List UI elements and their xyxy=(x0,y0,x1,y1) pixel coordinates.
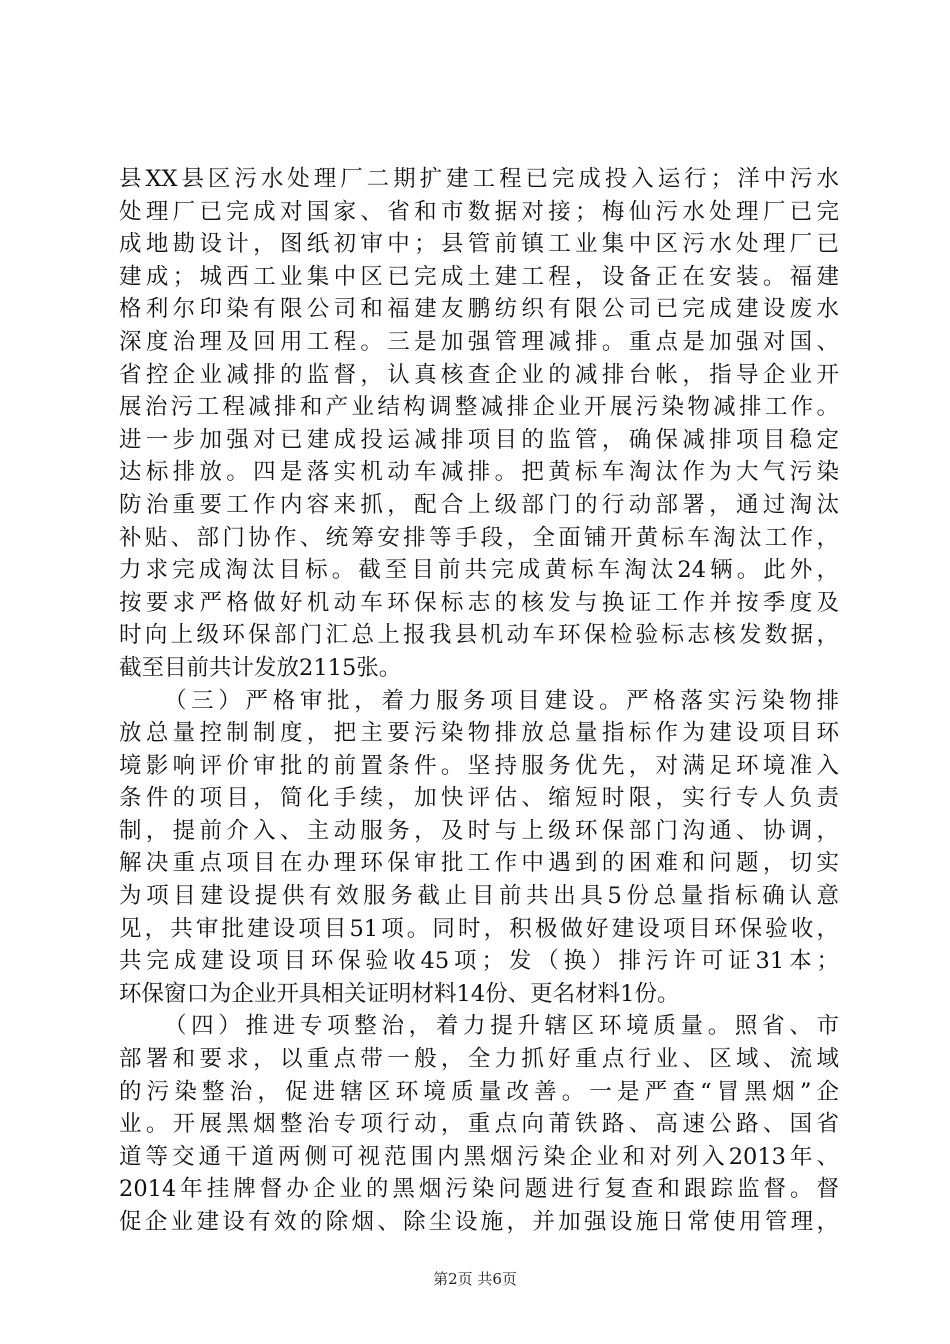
text-line: 进一步加强对已建成投运减排项目的监管，确保减排项目稳定 xyxy=(119,426,839,453)
text-line: 成地勘设计，图纸初审中；县管前镇工业集中区污水处理厂已 xyxy=(119,231,839,258)
text-line: 按要求严格做好机动车环保标志的核发与换证工作并按季度及 xyxy=(119,589,839,616)
text-line: 促企业建设有效的除烟、除尘设施，并加强设施日常使用管理， xyxy=(119,1209,839,1235)
text-line: 展治污工程减排和产业结构调整减排企业开展污染物减排工作。 xyxy=(119,394,839,421)
text-line: 为项目建设提供有效服务截止目前共出具5份总量指标确认意 xyxy=(119,883,839,910)
text-line: 补贴、部门协作、统筹安排等手段，全面铺开黄标车淘汰工作， xyxy=(119,524,839,551)
text-line: 县XX县区污水处理厂二期扩建工程已完成投入运行；洋中污水 xyxy=(119,166,839,192)
text-line: 业。开展黑烟整治专项行动，重点向莆铁路、高速公路、国省 xyxy=(119,1111,839,1138)
text-line: 防治重要工作内容来抓，配合上级部门的行动部署，通过淘汰 xyxy=(119,491,839,518)
text-line: 的污染整治，促进辖区环境质量改善。一是严查“冒黑烟”企 xyxy=(119,1078,839,1105)
text-line: 见，共审批建设项目51项。同时，积极做好建设项目环保验收， xyxy=(119,915,839,942)
text-line: 力求完成淘汰目标。截至目前共完成黄标车淘汰24辆。此外， xyxy=(119,557,839,584)
text-line: 2014年挂牌督办企业的黑烟污染问题进行复查和跟踪监督。督 xyxy=(119,1176,839,1203)
text-line: 达标排放。四是落实机动车减排。把黄标车淘汰作为大气污染 xyxy=(119,459,839,486)
text-line: 省控企业减排的监督，认真核查企业的减排台帐，指导企业开 xyxy=(119,361,839,388)
text-line: 共完成建设项目环保验收45项；发（换）排污许可证31本； xyxy=(119,948,839,975)
text-line: （四）推进专项整治，着力提升辖区环境质量。照省、市 xyxy=(164,1013,839,1040)
text-line: 处理厂已完成对国家、省和市数据对接；梅仙污水处理厂已完 xyxy=(119,198,839,225)
text-line: 道等交通干道两侧可视范围内黑烟污染企业和对列入2013年、 xyxy=(119,1143,839,1170)
text-line: 截至目前共计发放2115张。 xyxy=(119,654,402,681)
text-line: 解决重点项目在办理环保审批工作中遇到的困难和问题，切实 xyxy=(119,850,839,877)
text-line: 境影响评价审批的前置条件。坚持服务优先，对满足环境准入 xyxy=(119,752,839,779)
body-text xyxy=(119,163,839,1239)
text-line: 放总量控制制度，把主要污染物排放总量指标作为建设项目环 xyxy=(119,720,839,747)
text-line: 制，提前介入、主动服务，及时与上级环保部门沟通、协调， xyxy=(119,817,839,844)
text-line: 条件的项目，简化手续，加快评估、缩短时限，实行专人负责 xyxy=(119,785,839,812)
text-line: 环保窗口为企业开具相关证明材料14份、更名材料1份。 xyxy=(119,980,680,1007)
text-line: 时向上级环保部门汇总上报我县机动车环保检验标志核发数据， xyxy=(119,622,839,649)
text-line: 深度治理及回用工程。三是加强管理减排。重点是加强对国、 xyxy=(119,328,839,355)
page-footer: 第2页 共6页 xyxy=(433,1270,517,1288)
text-line: （三）严格审批，着力服务项目建设。严格落实污染物排 xyxy=(164,687,839,714)
text-line: 建成；城西工业集中区已完成土建工程，设备正在安装。福建 xyxy=(119,263,839,290)
text-line: 格利尔印染有限公司和福建友鹏纺织有限公司已完成建设废水 xyxy=(119,296,839,323)
text-line: 部署和要求，以重点带一般，全力抓好重点行业、区域、流域 xyxy=(119,1046,839,1073)
